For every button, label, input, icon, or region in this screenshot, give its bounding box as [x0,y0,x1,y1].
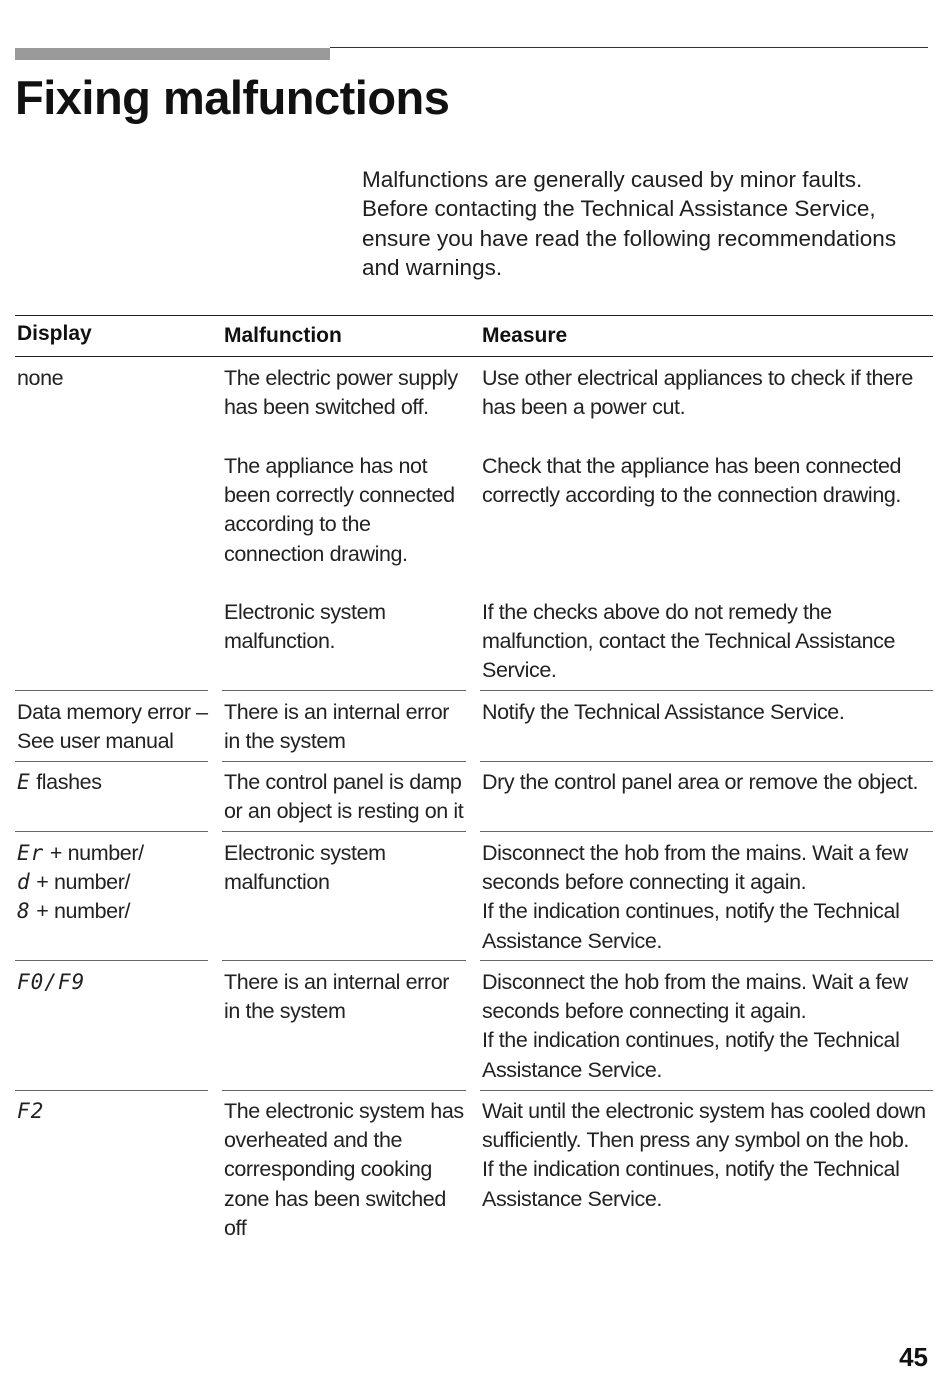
malfunction-text: off [224,1215,247,1240]
table-row-measure [482,1097,926,1214]
malfunction-text: in the system [224,999,346,1024]
intro-line: Before contacting the Technical Assistance Service, [362,196,876,222]
malfunction-text: or an object is resting on it [224,799,464,824]
display-text [17,968,85,997]
row-divider [15,831,208,832]
display-text: none [17,366,64,390]
table-row-measure [482,598,895,686]
display-text [17,868,144,897]
malfunction-text: according to the [224,512,371,537]
display-code: Er [17,841,45,865]
row-divider [15,960,208,961]
row-divider [480,690,933,691]
display-suffix: flashes [30,770,102,794]
table-row-display [17,698,208,756]
table-row-display [17,968,85,997]
table-row-malfunction [224,839,386,897]
table-row-measure [482,364,913,422]
table-row-measure [482,768,918,797]
display-text [17,839,144,868]
malfunction-text: The appliance has not [224,454,428,478]
table-row-malfunction [224,1097,464,1243]
display-text: Data memory error – [17,700,208,724]
table-row-measure [482,698,844,727]
table-row-display [17,768,102,797]
measure-text: correctly according to the connection drawing. [482,483,902,508]
malfunction-text: The electric power supply [224,366,458,390]
display-code: F0/F9 [17,970,86,994]
row-divider [222,1090,466,1091]
measure-text: Check that the appliance has been connected [482,454,902,478]
display-code: 8 [17,899,31,924]
header-malfunction: Malfunction [224,324,342,347]
malfunction-text: connection drawing. [224,541,408,566]
table-row-malfunction [224,768,463,826]
row-divider [15,690,208,691]
malfunction-text: overheated and the [224,1128,403,1153]
table-row-malfunction [224,698,449,756]
display-suffix: + number/ [30,899,131,924]
malfunction-text: corresponding cooking [224,1157,432,1182]
header-display: Display [17,322,92,345]
measure-text: has been a power cut. [482,395,686,420]
row-divider [480,1090,933,1091]
intro-paragraph [362,165,937,282]
intro-line: Malfunctions are generally caused by minor faults. [362,167,863,192]
display-text [17,768,102,797]
malfunction-text: There is an internal error [224,970,450,994]
table-row-malfunction [224,364,458,422]
table-row-malfunction [224,598,386,656]
row-divider [222,960,466,961]
table-row-measure [482,452,901,510]
measure-text: Wait until the electronic system has cooled down [482,1099,926,1123]
intro-line: and warnings. [362,254,503,280]
row-divider [15,1090,208,1091]
row-divider [15,761,208,762]
page-number: 45 [899,1342,928,1372]
table-row-display [17,364,63,393]
measure-text: Service. [482,658,557,683]
malfunction-text: There is an internal error [224,700,450,724]
intro-line: ensure you have read the following recommendations [362,225,897,251]
page-title: Fixing malfunctions [15,71,450,124]
display-text: See user manual [17,729,174,754]
measure-text: seconds before connecting it again. [482,999,807,1024]
malfunction-text: Electronic system [224,841,386,865]
malfunction-text: Electronic system [224,600,386,624]
table-row-malfunction [224,452,455,569]
measure-text: Assistance Service. [482,1057,663,1082]
malfunction-text: malfunction [224,870,330,895]
measure-text: sufficiently. Then press any symbol on the hob. [482,1128,909,1153]
display-code: d [17,870,31,895]
display-text [17,897,144,926]
measure-text: seconds before connecting it again. [482,870,807,895]
row-divider [480,960,933,961]
table-header [15,315,933,357]
table-row-measure [482,839,908,956]
measure-text: Assistance Service. [482,1186,663,1211]
measure-text: Disconnect the hob from the mains. Wait a few [482,841,908,865]
display-text [17,1097,44,1126]
measure-text: Assistance Service. [482,928,663,953]
measure-text: Notify the Technical Assistance Service. [482,700,845,724]
table-row-malfunction [224,968,449,1026]
row-divider [480,831,933,832]
display-suffix: + number/ [44,841,144,865]
row-divider [222,690,466,691]
display-code: F2 [17,1099,45,1123]
measure-text: malfunction, contact the Technical Assistance [482,629,896,654]
measure-text: Use other electrical appliances to check if there [482,366,913,390]
row-divider [222,761,466,762]
measure-text: Disconnect the hob from the mains. Wait a few [482,970,908,994]
measure-text: If the checks above do not remedy the [482,600,832,624]
row-divider [222,831,466,832]
malfunction-text: The control panel is damp [224,770,462,794]
malfunction-text: malfunction. [224,629,336,654]
table-row-display [17,1097,44,1126]
malfunction-text: been correctly connected [224,483,455,508]
malfunction-text: in the system [224,729,346,754]
malfunction-text: has been switched off. [224,395,429,420]
table-row-display [17,839,144,927]
display-suffix: + number/ [30,870,131,895]
table-row-measure [482,968,908,1085]
display-code: E [17,770,31,794]
measure-text: If the indication continues, notify the Technical [482,1028,900,1053]
header-rule-thick [15,48,330,60]
measure-text: Dry the control panel area or remove the object. [482,770,919,794]
measure-text: If the indication continues, notify the Technical [482,1157,900,1182]
row-divider [480,761,933,762]
measure-text: If the indication continues, notify the Technical [482,899,900,924]
header-rule-thin [330,47,928,48]
malfunction-text: zone has been switched [224,1186,446,1211]
header-measure: Measure [482,324,568,347]
malfunction-table [15,315,933,357]
malfunction-text: The electronic system has [224,1099,464,1123]
